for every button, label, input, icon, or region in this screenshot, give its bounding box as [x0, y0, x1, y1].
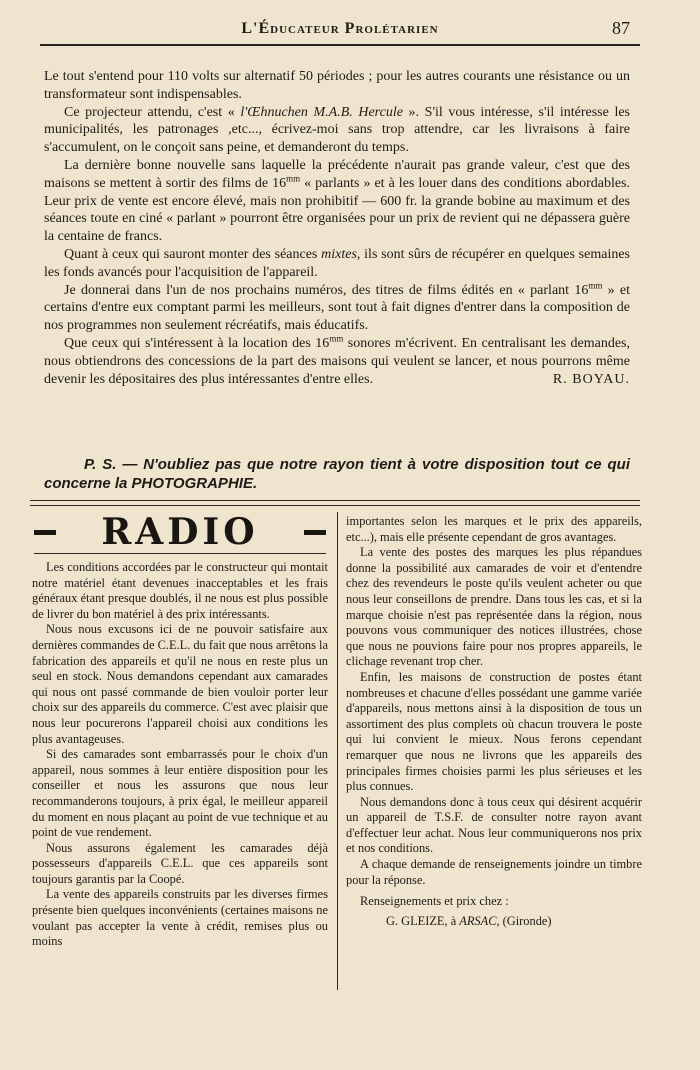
- paragraph: Le tout s'entend pour 110 volts sur alternatif 50 périodes ; pour les autres courants une résistance ou un transformateur sont indispensables.: [44, 69, 630, 102]
- page-header: [40, 14, 640, 46]
- section-divider: [30, 500, 640, 506]
- paragraph: Renseignements et prix chez :: [360, 894, 509, 909]
- page-number: 87: [612, 18, 630, 38]
- heading-underline: [34, 553, 326, 554]
- postscript: P. S. — N'oubliez pas que notre rayon tient à votre disposition tout ce qui concerne la PHOTOGRAPHIE.: [44, 456, 630, 492]
- paragraph: Nous assurons également les camarades déjà possesseurs d'appareils C.E.L. que ces appareils sont toujours garantis par la Coopé.: [32, 840, 328, 886]
- radio-title: RADIO: [101, 511, 259, 553]
- paragraph: Ce projecteur attendu, c'est « l'Œhnuchen M.A.B. Hercule ». S'il vous intéresse, s'il intéresse les municipalités, les patronages ,etc..., écrivez-moi sans trop attendre, car les livraisons à faire s'accumulent, on le conçoit sans peine, et demanderont du temps.: [44, 104, 630, 156]
- journal-title: L'Éducateur Prolétarien: [241, 20, 439, 37]
- paragraph: importantes selon les marques et le prix des appareils, etc...), mais elle présente cependant de gros avantages.: [346, 514, 642, 544]
- article-cinema: [44, 68, 630, 388]
- paragraph: Les conditions accordées par le constructeur qui montait notre matériel étant devenues inacceptables et les frais généraux étant presque doublés, il ne nous est plus possible de livrer du bon matériel à des prix intéressants.: [32, 560, 328, 621]
- radio-column-left: [32, 560, 328, 950]
- heading-dash-left: [34, 530, 56, 535]
- signature: R. BOYAU.: [552, 371, 630, 387]
- radio-heading: [34, 510, 326, 554]
- paragraph: Nous nous excusons ici de ne pouvoir satisfaire aux dernières commandes de C.E.L. du fait que nous arrêtons la fabrication des appareils et qu'il ne nous en reste plus un seul en stock. Nous demandons cependant aux camarades qui nous ont passé commande de bien vouloir porter leur choix sur des appareils du commerce. C'est avec plaisir que nous leur pocurerons l'appareil choisi aux conditions les plus avantageuses.: [32, 622, 328, 746]
- paragraph: A chaque demande de renseignements joindre un timbre pour la réponse.: [346, 857, 642, 887]
- paragraph: La vente des appareils construits par les diverses firmes présente bien quelques inconvénients (certaines maisons ne voulant pas accepter la vente à crédit, remises plus ou moins: [32, 887, 328, 949]
- heading-dash-right: [304, 530, 326, 535]
- paragraph: Je donnerai dans l'un de nos prochains numéros, des titres de films édités en « parlant $16^{mm}$ » et certains d'entre eux comptant parmi les meilleurs, sont tout à fait dignes d'entrer dans la composition de nos programmes non seulement récréatifs, mais éducatifs.: [44, 279, 630, 334]
- paragraph: Enfin, les maisons de construction de postes étant nombreuses et chacune d'elles possédant une gamme variée d'appareils, nous mettons ainsi à la disposition de tous un assortiment des plus complets où chacun trouvera le poste qui lui convient le mieux. Nous ferons cependant remarquer que nous ne livrons que les appareils des principales firmes choisies parmi les plus sérieuses et les plus connues.: [346, 669, 642, 794]
- paragraph: La vente des postes des marques les plus répandues donne la possibilité aux camarades de voir et d'entendre chez des revendeurs le poste qu'ils veulent acheter ou que nous leur conseillons de prendre. Dans tous les cas, et si la marque choisie n'est pas représentée dans la région, nous pouvons vous communiquer des notices illustrées, chose que nous ne pouvions faire pour nos propres appareils, le clichage revenant trop cher.: [346, 545, 642, 669]
- paragraph: La dernière bonne nouvelle sans laquelle la précédente n'aurait pas grande valeur, c'est que des maisons se mettent à sortir des films de $16^{mm}$ « parlants » et à les louer dans des conditions abordables. Leur prix de vente est encore élevé, mais non prohibitif — 600 fr. la grande bobine au maximum et des séances toute en ciné « parlant » pourront être organisées pour un prix de revient qui ne dépassera guère la centaine de francs.: [44, 157, 630, 245]
- column-divider: [337, 512, 338, 990]
- radio-column-right: [346, 514, 642, 929]
- paragraph: Que ceux qui s'intéressent à la location des $16^{mm}$ sonores m'écrivent. En centralisant les demandes, nous obtiendrons des concessions de la part des maisons qui veulent se lancer, et nous pourrons même devenir les dépositaires des plus intéressantes d'entre elles. R. BOYAU.: [44, 333, 631, 387]
- paragraph: Si des camarades sont embarrassés pour le choix d'un appareil, nous sommes à leur entière disposition pour les conseiller et nous les assurons que nous leur recommanderons toujours, à prix égal, le meilleur appareil du moment en nous plaçant au point de vue technique et au point de vue rendement.: [32, 747, 328, 840]
- contact-line: G. GLEIZE, à ARSAC, (Gironde): [386, 913, 552, 928]
- paragraph: Quant à ceux qui sauront monter des séances mixtes, ils sont sûrs de récupérer en quelques semaines les fonds avancés pour l'acquisition de l'appareil.: [44, 246, 630, 280]
- paragraph: Nous demandons donc à tous ceux qui désirent acquérir un appareil de T.S.F. de consulter notre rayon avant d'effectuer leur achat. Nous leur communiquerons nos prix et nos conditions.: [346, 794, 642, 856]
